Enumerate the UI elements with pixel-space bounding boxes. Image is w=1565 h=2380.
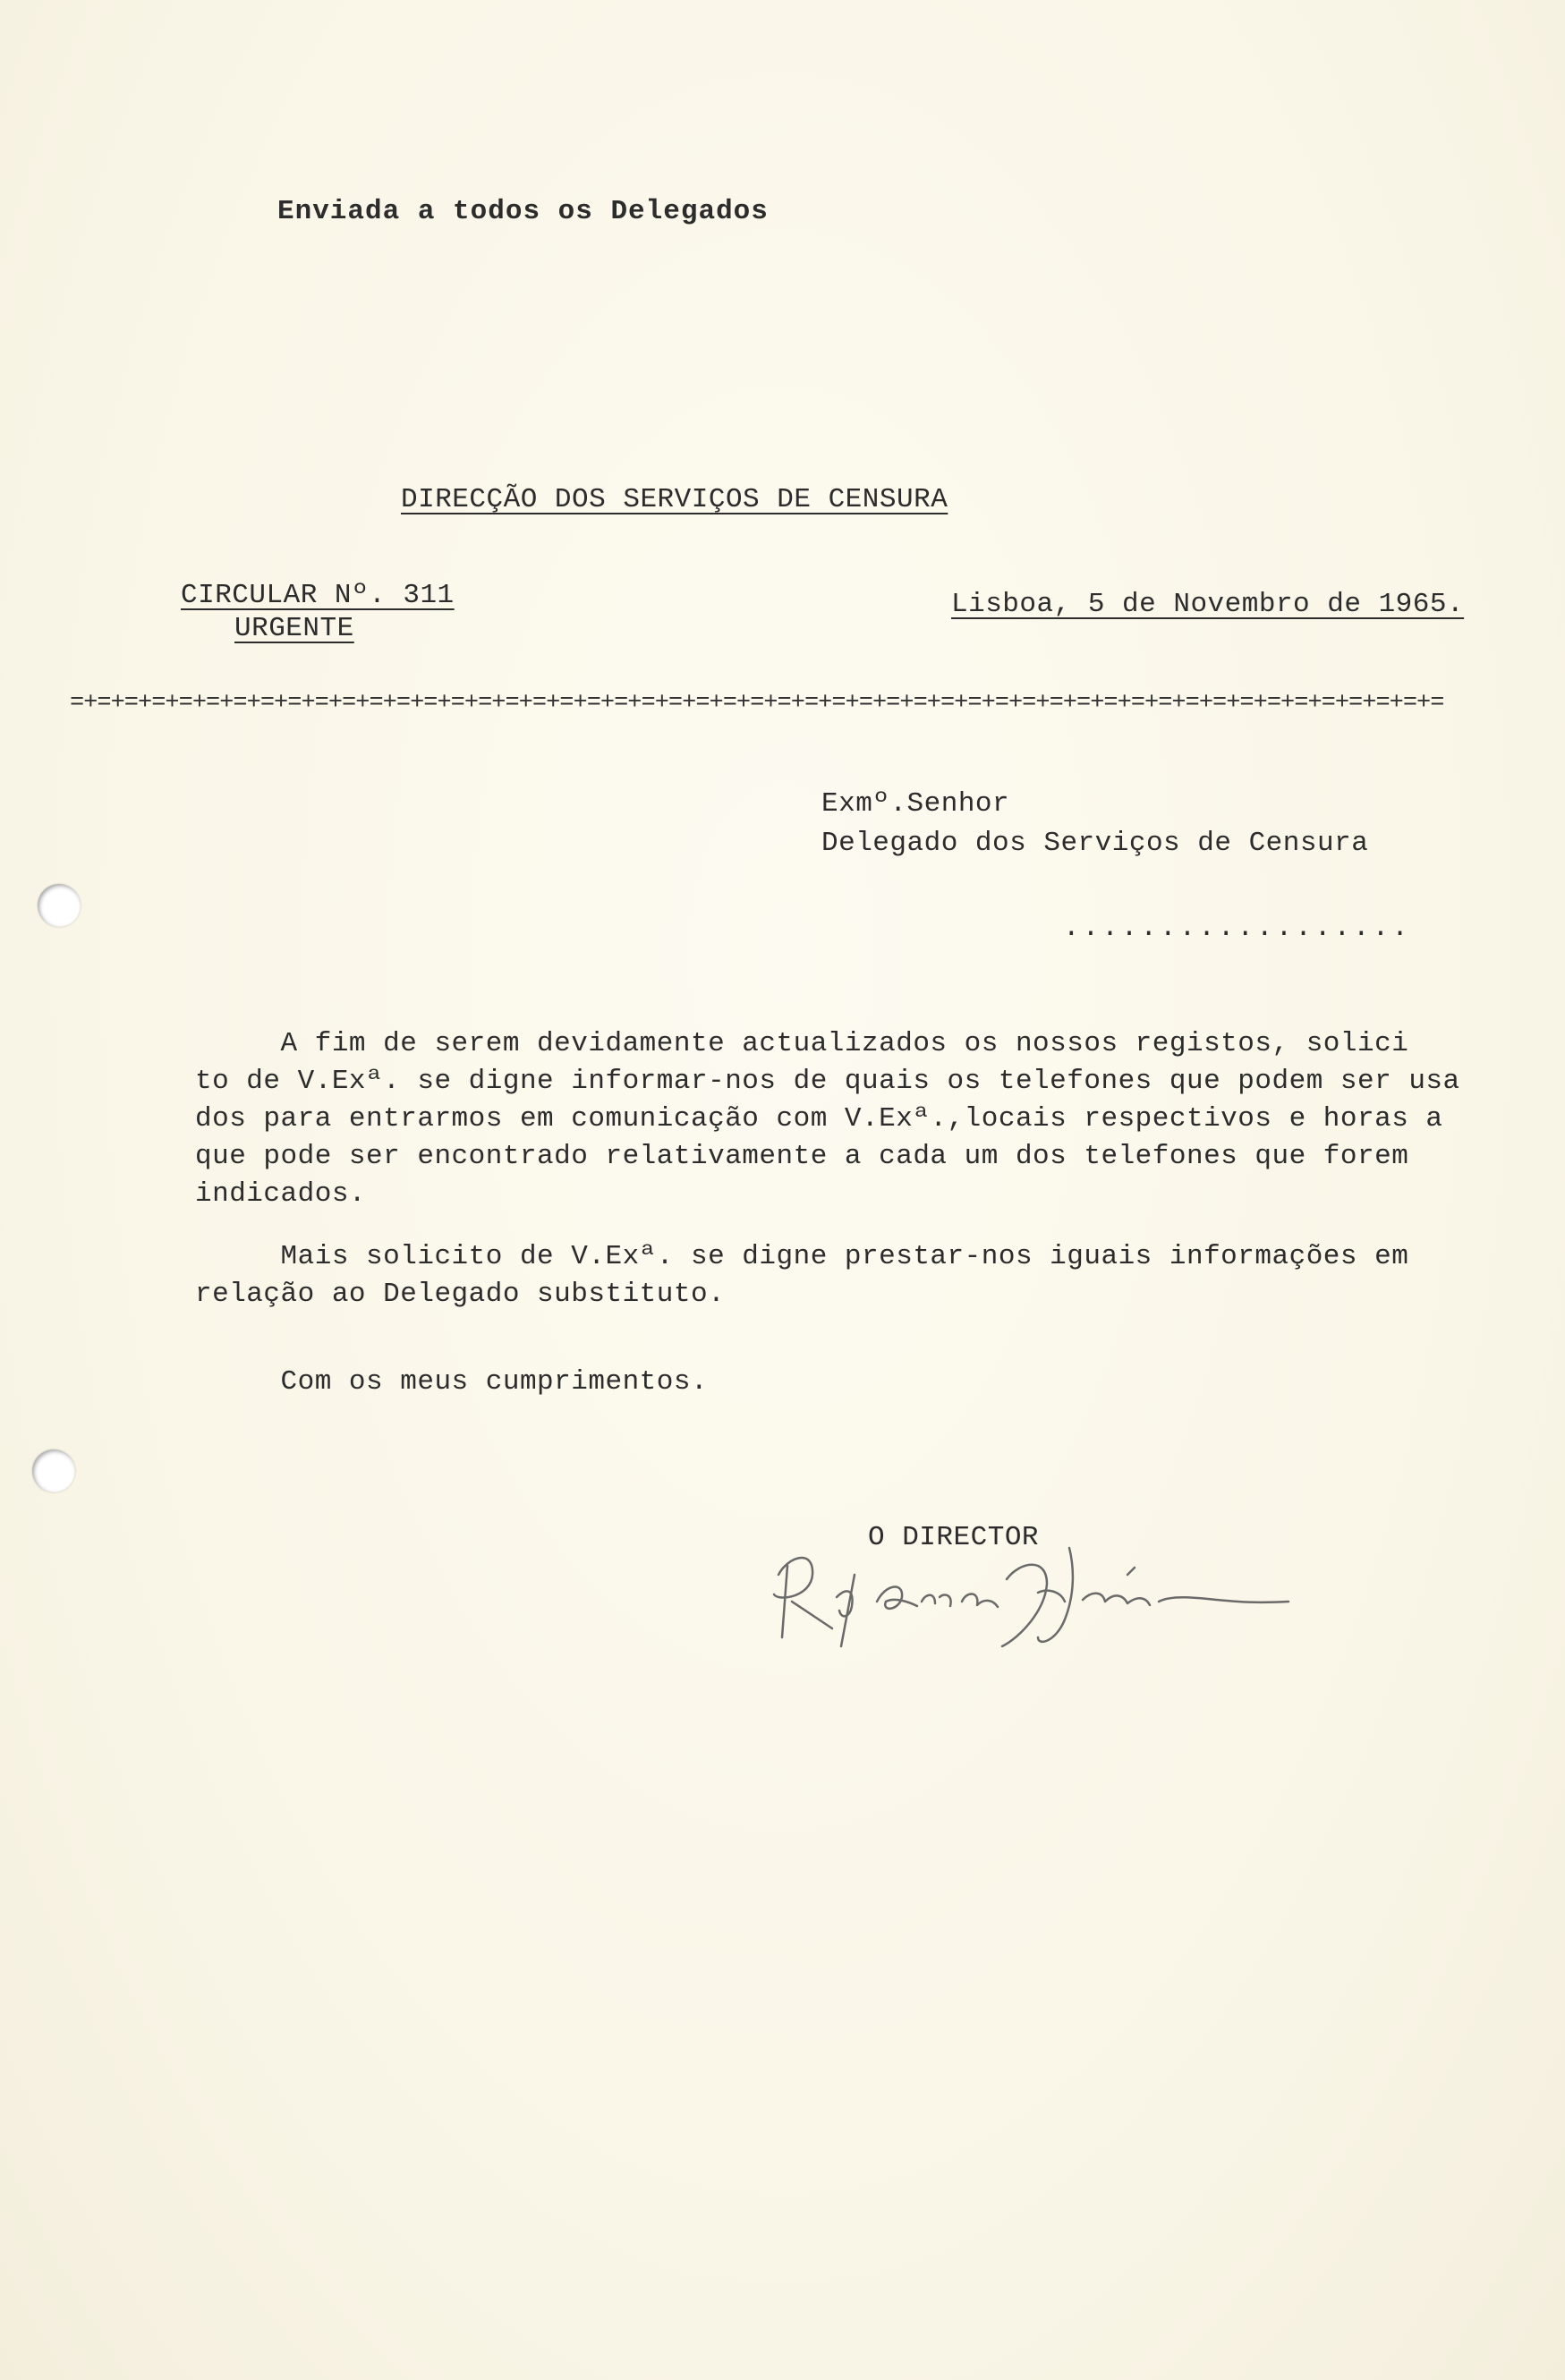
addressee-title: Delegado dos Serviços de Censura <box>821 828 1369 859</box>
addressee-salutation: Exmº.Senhor <box>821 788 1010 820</box>
paragraph1-line: dos para entrarmos em comunicação com V.Exª.,locais respectivos e horas a <box>195 1103 1443 1135</box>
urgency-label: URGENTE <box>234 613 354 644</box>
addressee-dots: .................. <box>1063 913 1411 944</box>
paragraph1-line: to de V.Exª. se digne informar-nos de quais os telefones que podem ser usa <box>195 1066 1460 1097</box>
place-date: Lisboa, 5 de Novembro de 1965. <box>951 589 1465 620</box>
handwritten-signature <box>752 1512 1342 1673</box>
institution-heading: DIRECÇÃO DOS SERVIÇOS DE CENSURA <box>401 484 948 515</box>
signature-role: O DIRECTOR <box>868 1522 1040 1553</box>
paragraph2-line: Mais solicito de V.Exª. se digne prestar-nos iguais informações em <box>195 1241 1409 1272</box>
paragraph1-line: A fim de serem devidamente actualizados os nossos registos, solici <box>195 1028 1409 1059</box>
punch-hole-upper <box>38 884 81 927</box>
paragraph2-line: relação ao Delegado substituto. <box>195 1279 726 1310</box>
distribution-note: Enviada a todos os Delegados <box>277 196 769 227</box>
punch-hole-lower <box>32 1449 75 1492</box>
closing-line: Com os meus cumprimentos. <box>195 1366 709 1398</box>
paragraph1-line: indicados. <box>195 1178 367 1210</box>
paragraph1-line: que pode ser encontrado relativamente a cada um dos telefones que forem <box>195 1141 1409 1172</box>
separator-line: =+=+=+=+=+=+=+=+=+=+=+=+=+=+=+=+=+=+=+=+=+=+=+=+=+=+=+=+=+=+=+=+=+=+=+=+=+=+=+=+=+=+=+=+=+=+=+=+=+=+= <box>70 690 1444 717</box>
circular-number: CIRCULAR Nº. 311 <box>181 580 455 611</box>
